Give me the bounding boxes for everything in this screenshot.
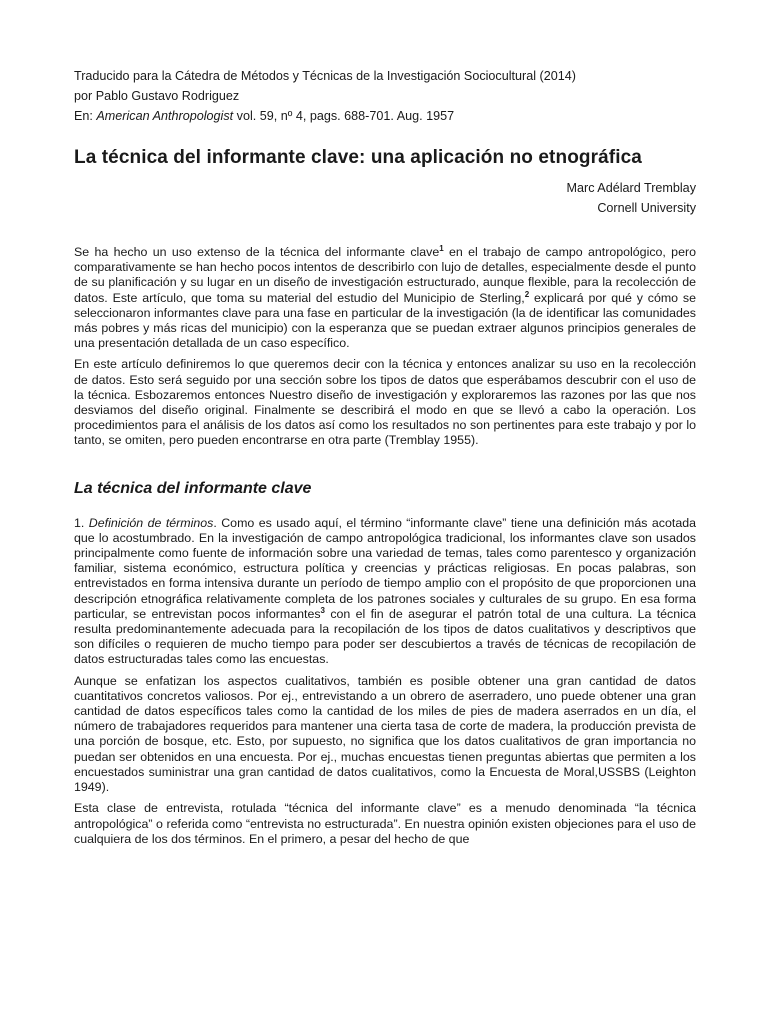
source-line — [74, 106, 696, 126]
paragraph-interview-types: Esta clase de entrevista, rotulada “técnica del informante clave” es a menudo denominada “la técnica antropológica” o referida como “entrevista no estructurada”. En nuestra opinión existen objeciones para el uso de cualquiera de los dos términos. En el primero, a pesar del hecho de que — [74, 801, 696, 846]
footnote-ref-3: 3 — [320, 605, 325, 615]
paragraph-definition-text-b: con el fin de asegurar el patrón total de una cultura. La técnica resulta predominantemente adecuada para la recopilación de los tipos de datos cualitativos y descriptivos que son difíciles o requieren de mucho tiempo para poder ser descubiertos a través de técnicas de recopilación de datos estructuradas tales como las encuestas. — [74, 606, 696, 667]
document-page — [74, 66, 696, 853]
author-block — [74, 178, 696, 218]
author-affiliation: Cornell University — [597, 201, 696, 215]
article-title: La técnica del informante clave: una aplicación no etnográfica — [74, 147, 642, 168]
author-name: Marc Adélard Tremblay — [566, 181, 696, 195]
paragraph-outline: En este artículo definiremos lo que queremos decir con la técnica y entonces analizar su uso en la recolección de datos. Esto será seguido por una sección sobre los tipos de datos que esperábamos descubrir con el uso de la técnica. Esbozaremos entonces Nuestro diseño de investigación y exploraremos las razones por las que nos desviamos del diseño original. Finalmente se describirá el modo en que se llevó a cabo la operación. Los procedimientos para el análisis de los datos así como los resultados no son pertinentes para este trabajo y por lo tanto, se omiten, pero pueden encontrarse en otra parte (Tremblay 1955). — [74, 357, 696, 448]
paragraph-intro — [74, 245, 696, 351]
footnote-ref-2: 2 — [524, 289, 530, 299]
journal-name: American Anthropologist — [96, 109, 234, 123]
translation-note: Traducido para la Cátedra de Métodos y Técnicas de la Investigación Sociocultural (2014) — [74, 69, 576, 83]
source-prefix: En: — [74, 109, 97, 123]
paragraph-definition — [74, 516, 696, 668]
citation-header — [74, 66, 696, 126]
paragraph-intro-text-a: Se ha hecho un uso extenso de la técnica del informante clave — [74, 245, 440, 259]
footnote-ref-1: 1 — [439, 243, 444, 253]
paragraph-intro-text-c: explicará por qué y cómo se seleccionaron informantes clave para una fase en particular de la investigación (la de identificar las comunidades más pobres y más ricas del municipio) con la esperanza que se puedan extraer algunos principios generales de una presentación detallada de un caso específico. — [74, 290, 696, 351]
paragraph-quantitative: Aunque se enfatizan los aspectos cualitativos, también es posible obtener una gran cantidad de datos cuantitativos concretos valiosos. Por ej., entrevistando a un obrero de aserradero, uno puede obtener una gran cantidad de datos específicos tales como la cantidad de los miles de pies de madera aserrados en un día, el número de trabajadores requeridos para mantener una cierta tasa de corte de madera, la producción prevista de una porción de bosque, etc. Esto, por supuesto, no significa que los datos cualitativos de gran importancia no puedan ser obtenidos en una encuesta. Por ej., muchas encuestas tienen preguntas abiertas que permiten a los encuestados suministrar una gran cantidad de datos cualitativos, como la Encuesta de Moral,USSBS (Leighton 1949). — [74, 673, 696, 795]
section-heading: La técnica del informante clave — [74, 479, 312, 497]
definition-term: Definición de términos — [88, 515, 214, 530]
paragraph-definition-text-a: . Como es usado aquí, el término “informante clave” tiene una definición más acotada que lo acostumbrado. En la investigación de campo antropológica tradicional, los informantes clave son usados principalmente como fuente de información sobre una variedad de temas, tales como parentesco y organización familiar, sistema económico, estructura política y creencias y prácticas religiosas. En pocas palabras, son entrevistados en forma intensiva durante un período de tiempo amplio con el propósito de que proporcionen una descripción etnográfica relativamente completa de los patrones sociales y culturales de su grupo. En esa forma particular, se entrevistan pocos informantes — [74, 515, 696, 621]
item-number: 1. — [74, 515, 89, 530]
source-details: vol. 59, nº 4, pags. 688-701. Aug. 1957 — [233, 109, 455, 123]
translator-line: por Pablo Gustavo Rodriguez — [74, 89, 240, 103]
paragraph-intro-text-b: en el trabajo de campo antropológico, pero comparativamente se han hecho pocos intentos de describirlo con lujo de detalles, especialmente desde el punto de su planificación y su lugar en un diseño de investigación estructurado, aunque flexible, para la recolección de datos. Este artículo, que toma su material del estudio del Municipio de Sterling, — [74, 245, 696, 305]
